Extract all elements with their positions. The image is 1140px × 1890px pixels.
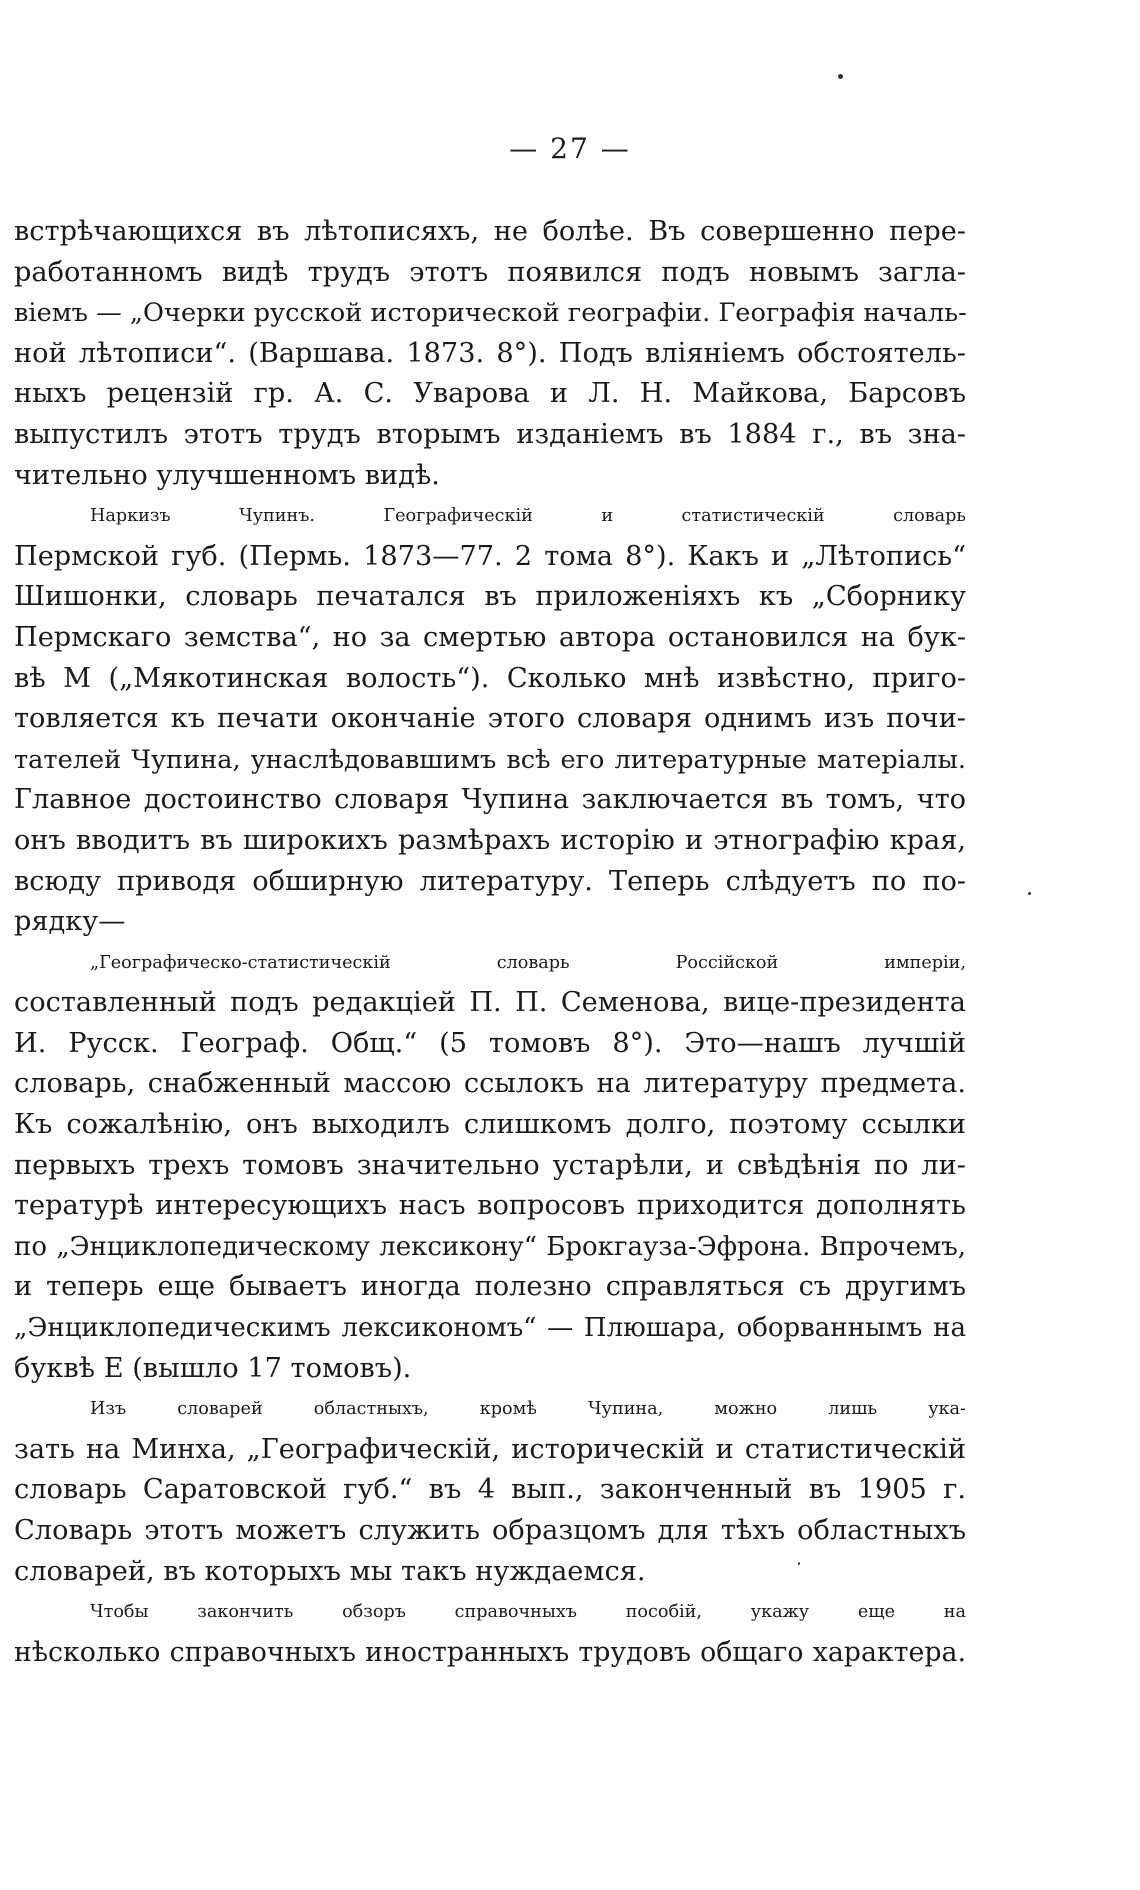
text-line: Словарь этотъ можетъ служить образцомъ для тѣхъ областныхъ bbox=[14, 1515, 966, 1546]
text-line: вѣ М („Мякотинская волость“). Сколько мнѣ извѣстно, приго- bbox=[14, 662, 966, 694]
text-line: тателей Чупина, унаслѣдовавшимъ всѣ его литературные матеріалы. bbox=[14, 744, 966, 775]
text-line: Главное достоинство словаря Чупина заключается въ томъ, что bbox=[14, 784, 966, 816]
text-line: буквѣ Е (вышло 17 томовъ). bbox=[14, 1352, 412, 1384]
text-line: Къ сожалѣнію, онъ выходилъ слишкомъ долго, поэтому ссылки bbox=[14, 1109, 966, 1141]
text-line: „Географическо-статистическій словарь Россійской имперіи, bbox=[90, 952, 966, 973]
text-line: онъ вводитъ въ широкихъ размѣрахъ исторію и этнографію края, bbox=[14, 824, 966, 856]
text-line: по „Энциклопедическому лексикону“ Брокгауза-Эфрона. Впрочемъ, bbox=[14, 1231, 966, 1262]
text-line: Шишонки, словарь печатался въ приложеніяхъ къ „Сборнику bbox=[14, 581, 966, 613]
text-line: рядку— bbox=[14, 906, 126, 938]
text-line: первыхъ трехъ томовъ значительно устарѣли, и свѣдѣнія по ли- bbox=[14, 1149, 966, 1181]
text-line: Чтобы закончить обзоръ справочныхъ пособій, укажу еще на bbox=[90, 1602, 966, 1623]
scan-speck bbox=[838, 74, 843, 79]
text-line: выпустилъ этотъ трудъ вторымъ изданіемъ въ 1884 г., въ зна- bbox=[14, 418, 966, 450]
text-line: и теперь еще бываетъ иногда полезно справляться съ другимъ bbox=[14, 1271, 966, 1303]
text-line: работанномъ видѣ трудъ этотъ появился подъ новымъ загла- bbox=[14, 256, 966, 288]
text-line: Пермскаго земства“, но за смертью автора остановился на бук- bbox=[14, 621, 966, 653]
text-line: словарь, снабженный массою ссылокъ на литературу предмета. bbox=[14, 1068, 966, 1100]
text-line: товляется къ печати окончаніе этого словаря однимъ изъ почи- bbox=[14, 703, 966, 735]
body-text bbox=[14, 212, 966, 1673]
text-line: Пермской губ. (Пермь. 1873—77. 2 тома 8°). Какъ и „Лѣтопись“ bbox=[14, 540, 966, 572]
text-line: встрѣчающихся въ лѣтописяхъ, не болѣе. Въ совершенно пере- bbox=[14, 216, 966, 247]
scan-speck bbox=[798, 1562, 800, 1565]
text-line: „Энциклопедическимъ лексикономъ“ — Плюшара, оборваннымъ на bbox=[14, 1313, 966, 1344]
text-line: ной лѣтописи“. (Варшава. 1873. 8°). Подъ вліяніемъ обстоятель- bbox=[14, 337, 966, 369]
text-line: Изъ словарей областныхъ, кромѣ Чупина, можно лишь ука- bbox=[90, 1399, 966, 1420]
text-line: тературѣ интересующихъ насъ вопросовъ приходится дополнять bbox=[14, 1190, 966, 1222]
text-line: віемъ — „Очерки русской исторической географіи. Географія началь- bbox=[14, 298, 967, 329]
text-line: чительно улучшенномъ видѣ. bbox=[14, 459, 440, 491]
text-line: ныхъ рецензій гр. А. С. Уварова и Л. Н. Майкова, Барсовъ bbox=[14, 378, 966, 410]
text-line: всюду приводя обширную литературу. Теперь слѣдуетъ по по- bbox=[14, 865, 966, 897]
text-line: зать на Минха, „Географическій, историческій и статистическій bbox=[14, 1433, 966, 1465]
text-line: Наркизъ Чупинъ. Географическій и статистическій словарь bbox=[90, 506, 966, 527]
scan-speck bbox=[1028, 892, 1031, 895]
text-line: словарь Саратовской губ.“ въ 4 вып., законченный въ 1905 г. bbox=[14, 1474, 966, 1506]
text-line: нѣсколько справочныхъ иностранныхъ трудовъ общаго характера. bbox=[14, 1636, 966, 1668]
page-number: — 27 — bbox=[509, 132, 631, 165]
text-line: составленный подъ редакціей П. П. Семенова, вице-президента bbox=[14, 987, 966, 1019]
text-line: словарей, въ которыхъ мы такъ нуждаемся. bbox=[14, 1555, 646, 1587]
text-line: И. Русск. Географ. Общ.“ (5 томовъ 8°). Это—нашъ лучшій bbox=[14, 1027, 966, 1059]
